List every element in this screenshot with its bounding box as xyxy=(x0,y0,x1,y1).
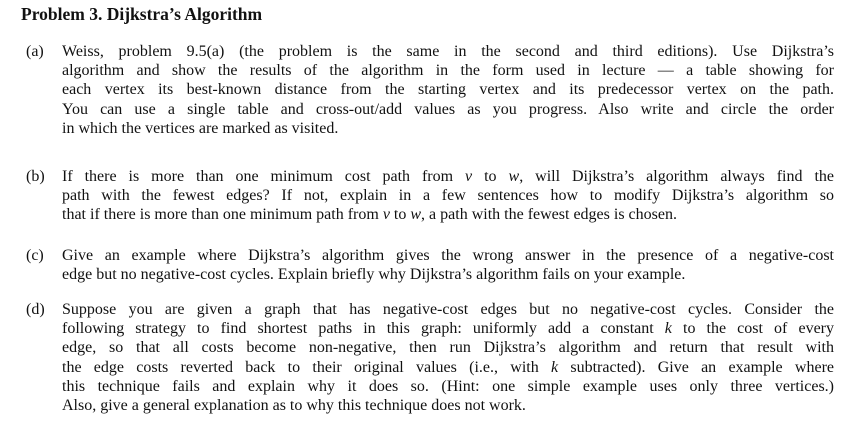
part-a-line-1: Weiss, problem 9.5(a) (the problem is the same in the second and third editions). Use Dijkstra’s xyxy=(62,43,834,60)
part-a-line-5: in which the vertices are marked as visited. xyxy=(62,119,339,137)
part-b-line-1: If there is more than one minimum cost path from v to w, will Dijkstra’s algorithm always find the xyxy=(62,168,834,185)
part-c-text xyxy=(62,246,834,284)
part-c-line-2: edge but no negative-cost cycles. Explain briefly why Dijkstra’s algorithm fails on your example. xyxy=(62,266,686,284)
part-d-line-1: Suppose you are given a graph that has negative-cost edges but no negative-cost cycles. Consider the xyxy=(62,301,834,318)
part-a-line-3: each vertex its best-known distance from the starting vertex and its predecessor vertex on the path. xyxy=(62,81,834,99)
part-c-label: (c) xyxy=(26,247,44,264)
part-b-text xyxy=(62,167,834,225)
part-b-line-3: that if there is more than one minimum path from v to w, a path with the fewest edges is chosen. xyxy=(62,206,677,224)
part-d-label: (d) xyxy=(26,301,45,318)
part-d-line-3: edge, so that all costs become non-negative, then run Dijkstra’s algorithm and return that result with xyxy=(62,339,834,357)
part-a-line-4: You can use a single table and cross-out/add values as you progress. Also write and circle the order xyxy=(62,100,834,118)
part-b xyxy=(26,167,834,225)
part-b-line-2: path with the fewest edges? If not, explain in a few sentences how to modify Dijkstra’s algorithm so xyxy=(62,187,834,205)
part-d-line-6: Also, give a general explanation as to why this technique does not work. xyxy=(62,397,526,415)
part-d-line-4: the edge costs reverted back to their original values (i.e., with k subtracted). Give an example where xyxy=(62,358,834,376)
part-c-line-1: Give an example where Dijkstra’s algorithm gives the wrong answer in the presence of a negative-cost xyxy=(62,247,834,264)
part-c xyxy=(26,246,834,284)
part-d-line-2: following strategy to find shortest paths in this graph: uniformly add a constant k to the cost of every xyxy=(62,320,834,338)
part-a xyxy=(26,42,834,138)
problem-title: Problem 3. Dijkstra’s Algorithm xyxy=(21,4,263,24)
part-b-label: (b) xyxy=(26,168,45,185)
part-d-text xyxy=(62,300,834,415)
part-a-line-2: algorithm and show the results of the algorithm in the form used in lecture — a table showing for xyxy=(62,62,834,80)
part-a-text xyxy=(62,42,834,138)
part-d xyxy=(26,300,834,415)
part-a-label: (a) xyxy=(26,43,44,60)
part-d-line-5: this technique fails and explain why it does so. (Hint: one simple example uses only three vertices.) xyxy=(62,377,834,395)
